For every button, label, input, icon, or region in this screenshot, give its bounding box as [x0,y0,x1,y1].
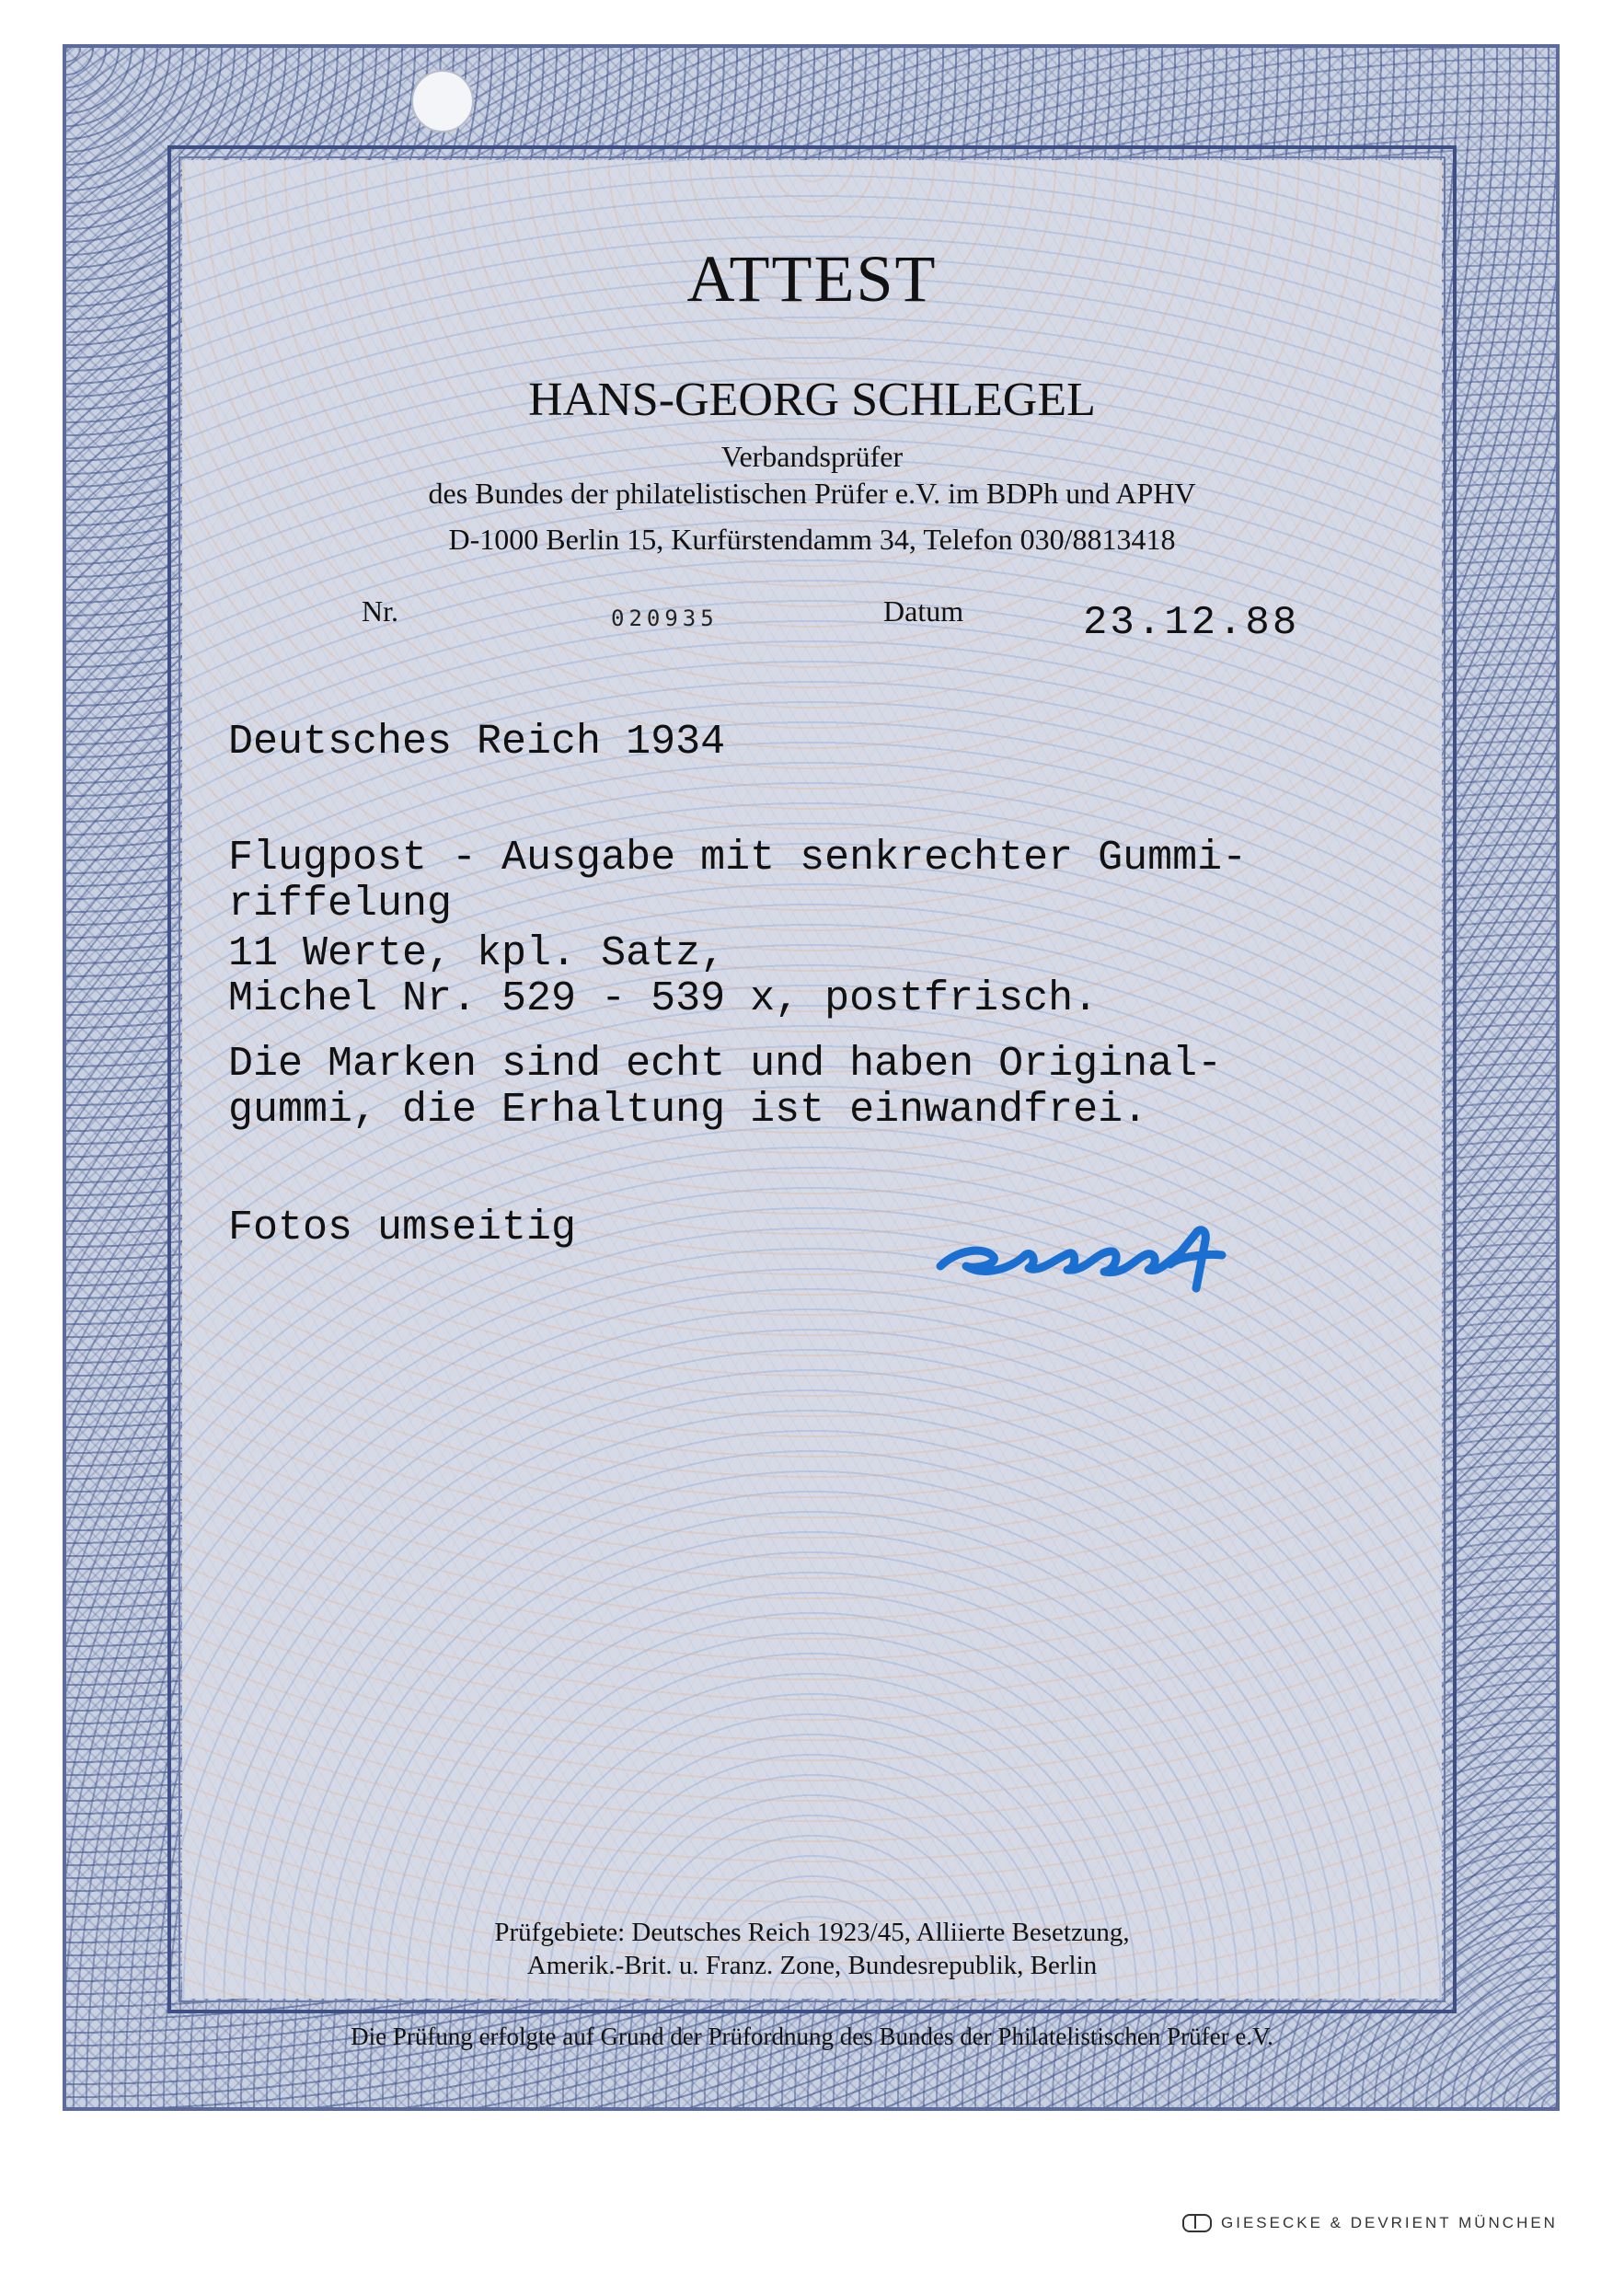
examiner-name: HANS-GEORG SCHLEGEL [528,374,1096,426]
body-line-photos: Fotos umseitig [228,1205,577,1251]
punch-hole [411,70,474,133]
body-line-verdict: Die Marken sind echt und haben Original- [228,1041,1223,1088]
certificate-title: ATTEST [686,242,938,316]
examiner-address: D-1000 Berlin 15, Kurfürstendamm 34, Telefon 030/8813418 [448,523,1176,556]
body-line-verdict-cont: gummi, die Erhaltung ist einwandfrei. [228,1087,1148,1134]
signature [929,1213,1242,1305]
printer-logo-icon [1182,2214,1212,2232]
printer-name: GIESECKE & DEVRIENT MÜNCHEN [1221,2214,1558,2231]
certificate-number: 020935 [611,605,719,631]
examination-areas-line1: Prüfgebiete: Deutsches Reich 1923/45, Alliierte Besetzung, [494,1918,1130,1947]
date-label: Datum [883,594,964,628]
examiner-association: des Bundes der philatelistischen Prüfer e.V. im BDPh und APHV [428,477,1196,510]
body-line-catalogue: Michel Nr. 529 - 539 x, postfrisch. [228,975,1099,1022]
examination-areas-line2: Amerik.-Brit. u. Franz. Zone, Bundesrepublik, Berlin [526,1951,1098,1980]
examination-basis: Die Prüfung erfolgte auf Grund der Prüfordnung des Bundes der Philatelistischen Prüfer e.V. [351,2023,1273,2050]
printer-imprint [1182,2214,1558,2232]
certificate-date: 23.12.88 [1083,600,1300,646]
body-line-issue-cont: riffelung [228,881,453,928]
number-label: Nr. [362,594,398,628]
body-line-set: 11 Werte, kpl. Satz, [228,930,726,977]
examiner-role: Verbandsprüfer [720,440,904,473]
body-line-country: Deutsches Reich 1934 [228,719,726,766]
body-line-issue: Flugpost - Ausgabe mit senkrechter Gummi- [228,835,1248,882]
